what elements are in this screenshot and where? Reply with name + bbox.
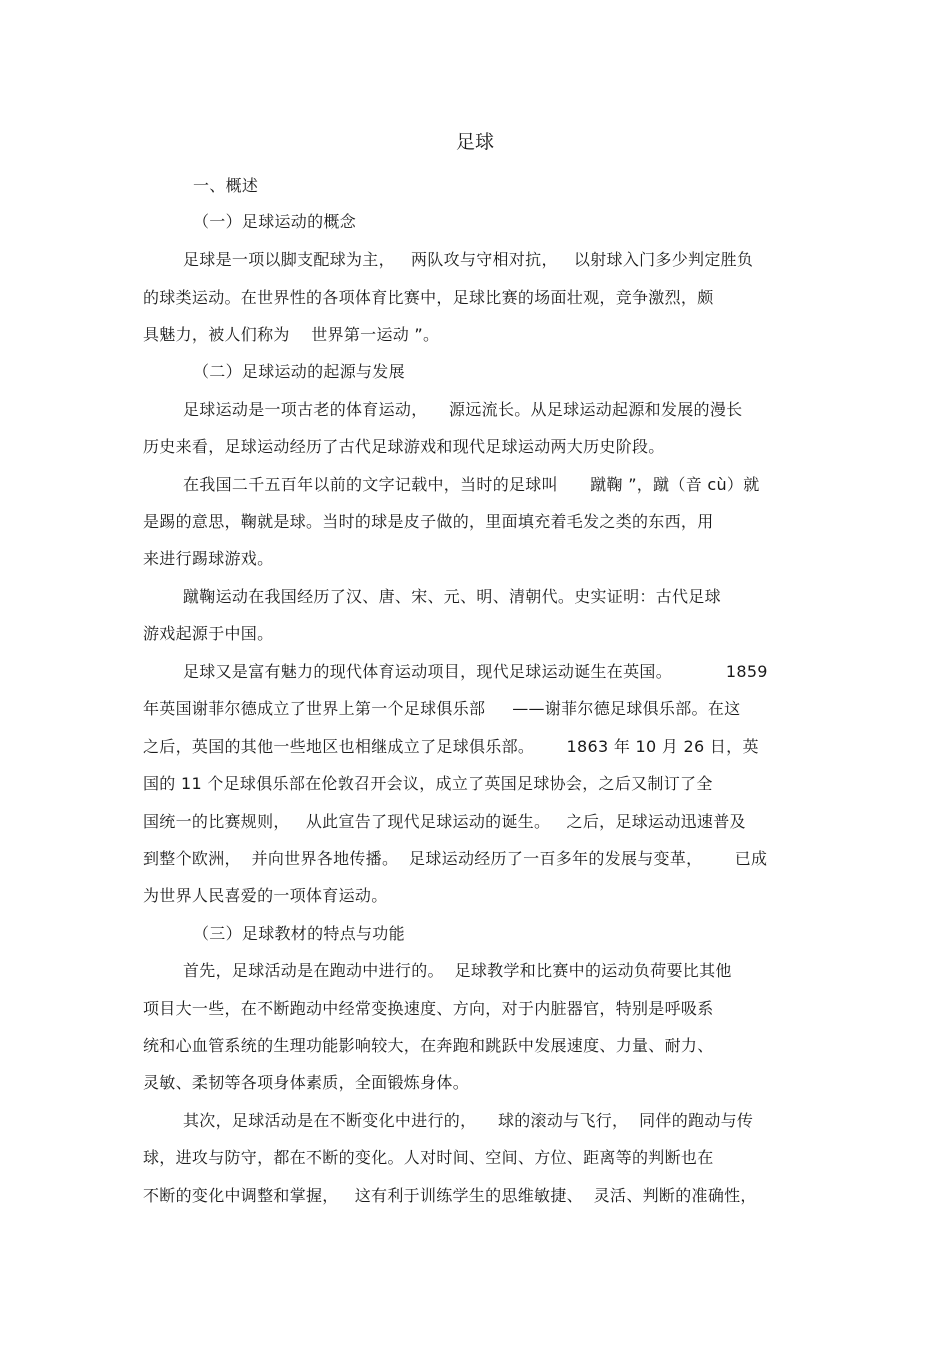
- paragraph-line: 之后，英国的其他一些地区也相继成立了足球俱乐部。 1863 年 10 月 26 日，英: [143, 737, 759, 756]
- paragraph-line: 具魅力，被人们称为 世界第一运动 ”。: [143, 325, 440, 344]
- paragraph-line: 其次，足球活动是在不断变化中进行的， 球的滚动与飞行， 同伴的跑动与传: [183, 1111, 754, 1130]
- subsection-heading-features: （三）足球教材的特点与功能: [193, 924, 405, 943]
- paragraph-line: 足球运动是一项古老的体育运动， 源远流长。从足球运动起源和发展的漫长: [183, 400, 743, 419]
- paragraph-line: 年英国谢菲尔德成立了世界上第一个足球俱乐部 ——谢菲尔德足球俱乐部。在这: [143, 699, 741, 718]
- paragraph-line: 足球又是富有魅力的现代体育运动项目，现代足球运动诞生在英国。 1859: [183, 662, 768, 681]
- paragraph-line: 国的 11 个足球俱乐部在伦敦召开会议，成立了英国足球协会，之后又制订了全: [143, 774, 713, 793]
- paragraph-line: 为世界人民喜爱的一项体育运动。: [143, 886, 388, 905]
- paragraph-line: 历史来看，足球运动经历了古代足球游戏和现代足球运动两大历史阶段。: [143, 437, 665, 456]
- paragraph-line: 来进行踢球游戏。: [143, 549, 274, 568]
- paragraph-line: 的球类运动。在世界性的各项体育比赛中，足球比赛的场面壮观，竞争激烈，颇: [143, 288, 714, 307]
- paragraph-line: 灵敏、柔韧等各项身体素质，全面锻炼身体。: [143, 1073, 470, 1092]
- subsection-heading-concept: （一）足球运动的概念: [193, 212, 357, 231]
- paragraph-line: 是踢的意思，鞠就是球。当时的球是皮子做的，里面填充着毛发之类的东西，用: [143, 512, 714, 531]
- paragraph-line: 蹴鞠运动在我国经历了汉、唐、宋、元、明、清朝代。史实证明：古代足球: [183, 587, 721, 606]
- paragraph-line: 到整个欧洲， 并向世界各地传播。 足球运动经历了一百多年的发展与变革， 已成: [143, 849, 768, 868]
- paragraph-line: 不断的变化中调整和掌握， 这有利于训练学生的思维敏捷、 灵活、判断的准确性，: [143, 1186, 757, 1205]
- paragraph-line: 国统一的比赛规则， 从此宣告了现代足球运动的诞生。 之后，足球运动迅速普及: [143, 812, 746, 831]
- paragraph-line: 项目大一些，在不断跑动中经常变换速度、方向，对于内脏器官，特别是呼吸系: [143, 999, 714, 1018]
- paragraph-line: 首先，足球活动是在跑动中进行的。 足球教学和比赛中的运动负荷要比其他: [183, 961, 732, 980]
- section-heading-overview: 一、概述: [193, 176, 259, 195]
- document-title: 足球: [455, 131, 494, 153]
- paragraph-line: 统和心血管系统的生理功能影响较大，在奔跑和跳跃中发展速度、力量、耐力、: [143, 1036, 714, 1055]
- paragraph-line: 足球是一项以脚支配球为主， 两队攻与守相对抗， 以射球入门多少判定胜负: [183, 250, 754, 269]
- paragraph-line: 在我国二千五百年以前的文字记载中，当时的足球叫 蹴鞠 ”，蹴（音 cù）就: [183, 475, 760, 494]
- paragraph-line: 球，进攻与防守，都在不断的变化。人对时间、空间、方位、距离等的判断也在: [143, 1148, 714, 1167]
- subsection-heading-origin: （二）足球运动的起源与发展: [193, 362, 405, 381]
- paragraph-line: 游戏起源于中国。: [143, 624, 274, 643]
